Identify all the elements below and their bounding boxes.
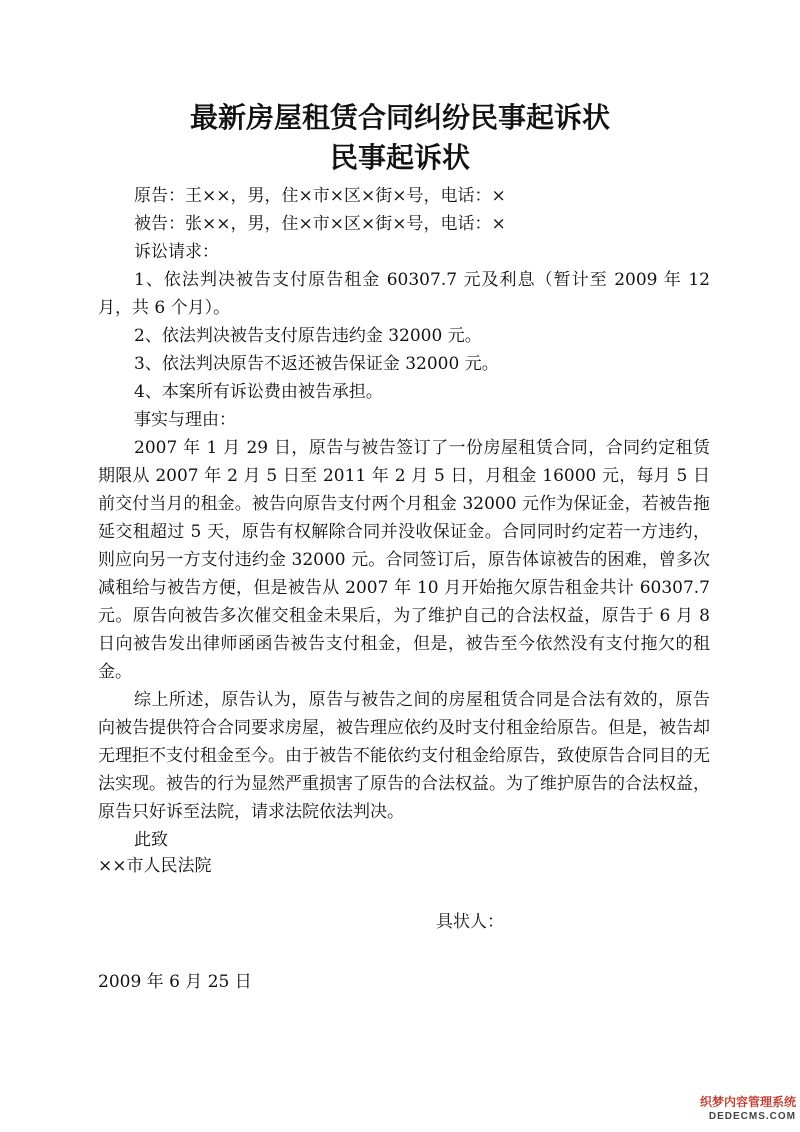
watermark-line-1: 织梦内容管理系统: [699, 1095, 796, 1109]
claim-item: 3、依法判决原告不返还被告保证金 32000 元。: [134, 354, 499, 374]
facts-paragraph: 2007 年 1 月 29 日，原告与被告签订了一份房屋租赁合同，合同约定租赁期限从 2007 年 2 月 5 日至 2011 年 2 月 5 日，月租金 16000 元，每月 5 日前交付当月的租金。被告向原告支付两个月租金 32000 元作为保证金，若被告拖延交租超过 5 天，原告有权解除合同并没收保证金。合同同时约定若一方违约，则应向另一方支付违约金 32000 元。合同签订后，原告体谅被告的困难，曾多次减租给与被告方便，但是被告从 2007 年 10 月开始拖欠原告租金共计 60307.7 元。原告向被告多次催交租金未果后，为了维护自己的合法权益，原告于 6 月 8 日向被告发出律师函函告被告支付租金，但是，被告至今依然没有支付拖欠的租金。: [98, 438, 710, 682]
signer-label: 具状人：: [436, 912, 504, 932]
facts-heading: 事实与理由：: [134, 410, 236, 430]
claim-item: 4、本案所有诉讼费由被告承担。: [134, 382, 383, 402]
watermark-line-2: DEDECMS.COM: [708, 1111, 796, 1122]
watermark-logo: [684, 1094, 796, 1128]
defendant-line: 被告：张××，男，住×市×区×街×号，电话：×: [134, 214, 506, 234]
court-name: ××市人民法院: [98, 856, 212, 876]
summary-paragraph: 综上所述，原告认为，原告与被告之间的房屋租赁合同是合法有效的，原告向被告提供符合合同要求房屋，被告理应依约及时支付租金给原告。但是，被告却无理拒不支付租金至今。由于被告不能依约支付租金给原告，致使原告合同目的无法实现。被告的行为显然严重损害了原告的合法权益。为了维护原告的合法权益，原告只好诉至法院，请求法院依法判决。: [98, 690, 710, 822]
document-title: 最新房屋租赁合同纠纷民事起诉状: [189, 101, 610, 134]
claim-item: 2、依法判决被告支付原告违约金 32000 元。: [134, 326, 482, 346]
closing-line: 此致: [134, 830, 168, 850]
plaintiff-line: 原告：王××，男，住×市×区×街×号，电话：×: [134, 186, 506, 206]
document-body: [98, 182, 710, 854]
document-date: 2009 年 6 月 25 日: [98, 972, 252, 992]
claim-item: 1、依法判决被告支付原告租金 60307.7 元及利息（暂计至 2009 年 12 月，共 6 个月）。: [98, 270, 710, 318]
document-subtitle: 民事起诉状: [329, 141, 470, 174]
claims-heading: 诉讼请求：: [134, 242, 219, 262]
